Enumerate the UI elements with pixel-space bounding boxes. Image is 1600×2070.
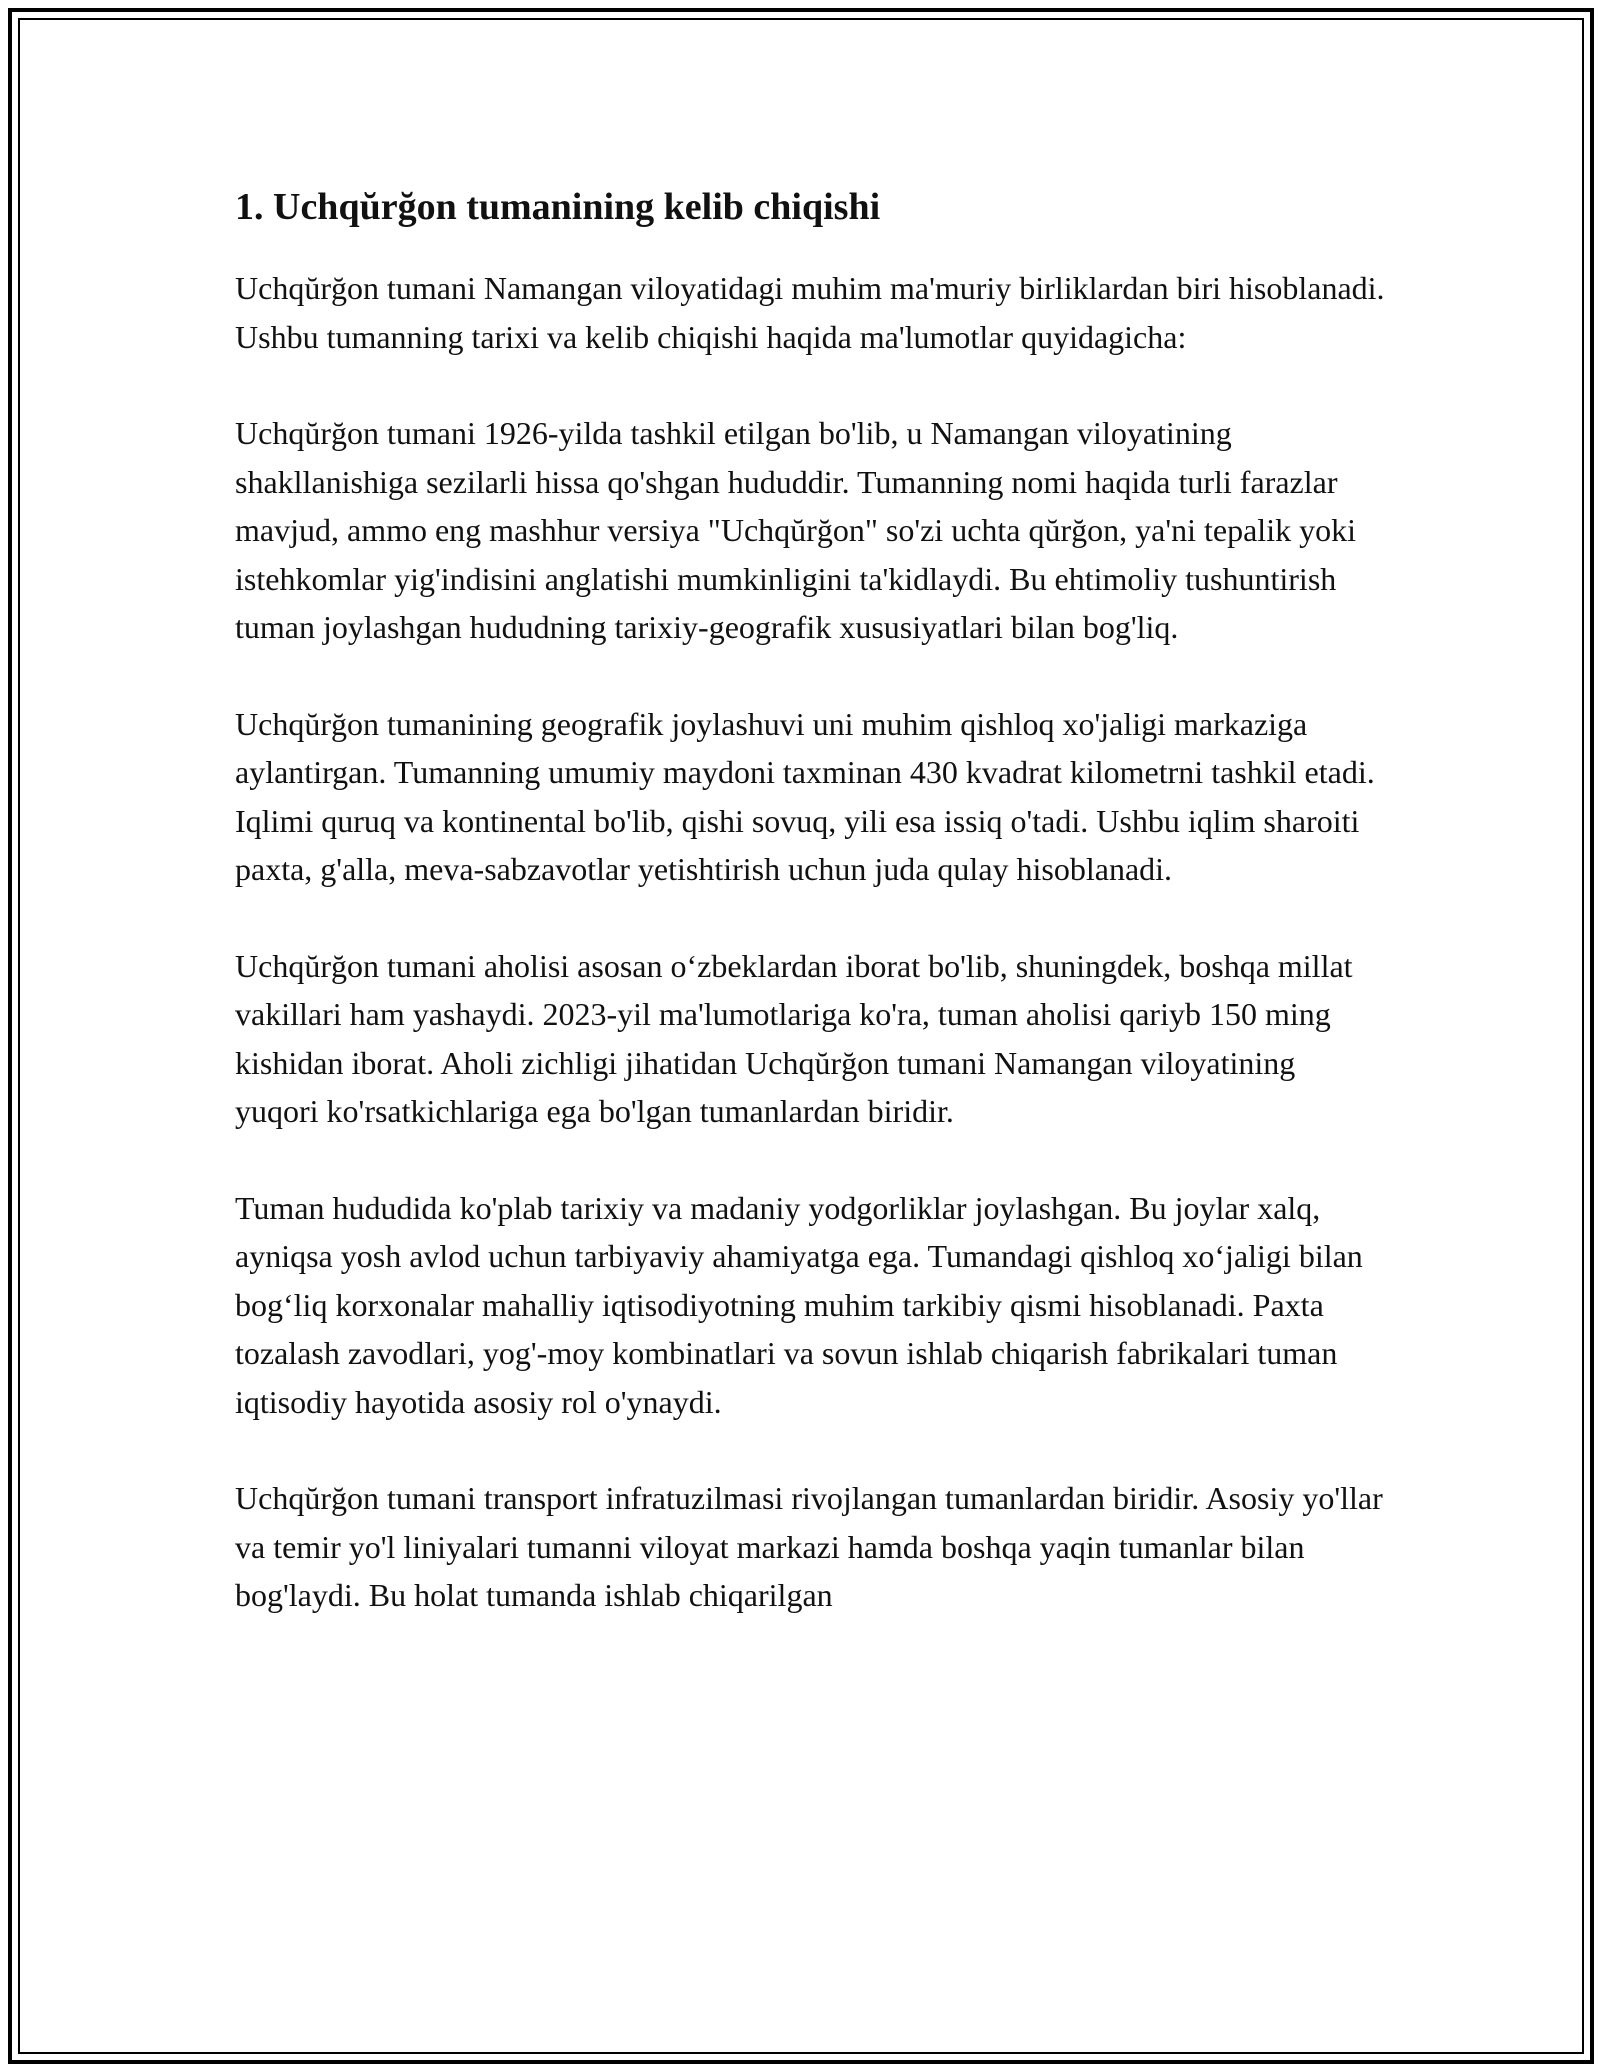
paragraph-transport: Uchqŭrğon tumani transport infratuzilmasi rivojlangan tumanlardan biridir. Asosiy yo'llar va temir yo'l liniyalari tumanni viloyat markazi hamda boshqa yaqin tumanlar bilan bog'laydi. Bu holat tumanda ishlab chiqarilgan — [235, 1480, 1383, 1614]
paragraph-intro: Uchqŭrğon tumani Namangan viloyatidagi muhim ma'muriy birliklardan biri hisoblanadi. Ushbu tumanning tarixi va kelib chiqishi haqida ma'lumotlar quyidagicha: — [235, 270, 1385, 355]
document-body — [235, 183, 1385, 1668]
section-heading: 1. Uchqŭrğon tumanining kelib chiqishi — [235, 186, 881, 228]
paragraph-heritage-economy: Tuman hududida ko'plab tarixiy va madaniy yodgorliklar joylashgan. Bu joylar xalq, ayniqsa yosh avlod uchun tarbiyaviy ahamiyatga ega. Tumandagi qishloq xoʻjaligi bilan bogʻliq korxonalar mahalliy iqtisodiyotning muhim tarkibiy qismi hisoblanadi. Paxta tozalash zavodlari, yog'-moy kombinatlari va sovun ishlab chiqarish fabrikalari tuman iqtisodiy hayotida asosiy rol o'ynaydi. — [235, 1189, 1363, 1420]
paragraph-history: Uchqŭrğon tumani 1926-yilda tashkil etilgan bo'lib, u Namangan viloyatining shakllanishiga sezilarli hissa qo'shgan hududdir. Tumanning nomi haqida turli farazlar mavjud, ammo eng mashhur versiya "Uchqŭrğon" so'zi uchta qŭrğon, ya'ni tepalik yoki istehkomlar yig'indisini anglatishi mumkinligini ta'kidlaydi. Bu ehtimoliy tushuntirish tuman joylashgan hududning tarixiy-geografik xususiyatlari bilan bog'liq. — [235, 415, 1356, 646]
paragraph-geography: Uchqŭrğon tumanining geografik joylashuvi uni muhim qishloq xo'jaligi markaziga aylantirgan. Tumanning umumiy maydoni taxminan 430 kvadrat kilometrni tashkil etadi. Iqlimi quruq va kontinental bo'lib, qishi sovuq, yili esa issiq o'tadi. Ushbu iqlim sharoiti paxta, g'alla, meva-sabzavotlar yetishtirish uchun juda qulay hisoblanadi. — [235, 705, 1375, 888]
paragraph-population: Uchqŭrğon tumani aholisi asosan oʻzbeklardan iborat bo'lib, shuningdek, boshqa millat vakillari ham yashaydi. 2023-yil ma'lumotlariga ko'ra, tuman aholisi qariyb 150 ming kishidan iborat. Aholi zichligi jihatidan Uchqŭrğon tumani Namangan viloyatining yuqori ko'rsatkichlariga ega bo'lgan tumanlardan biridir. — [235, 947, 1353, 1130]
